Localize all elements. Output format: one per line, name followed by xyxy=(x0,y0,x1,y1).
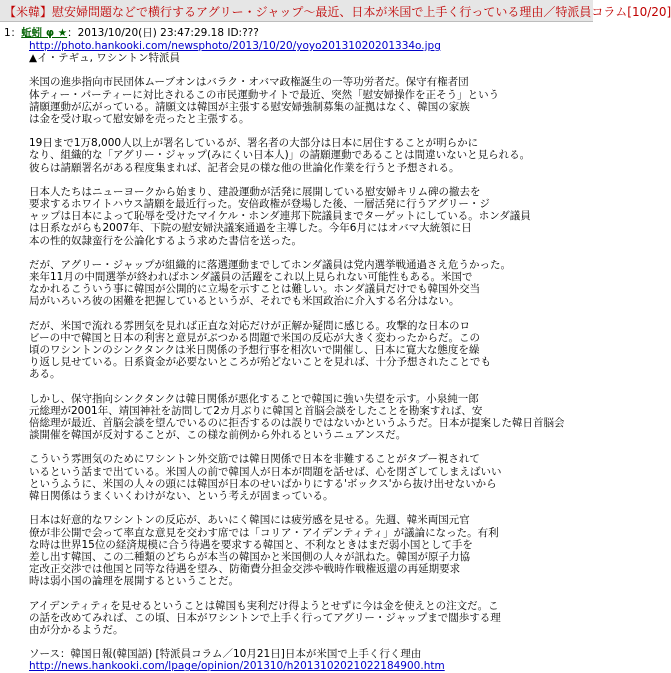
post-body xyxy=(29,40,585,673)
text-line: 韓日関係はうまくいくわけがない、という考えが固まっている。 xyxy=(29,490,334,503)
poster-name[interactable]: 蚯蚓 φ ★ xyxy=(21,27,68,39)
article-paragraph xyxy=(29,514,585,587)
text-line: いるという話まで出ている。米国人の前で韓国人が日本が問題を話せば、心を閉ざしてしまえばいい xyxy=(29,465,502,478)
thread-title[interactable]: 【米韓】慰安婦問題などで横行するアグリー・ジャップ〜最近、日本が米国で上手く行っている理由／特派員コラム[10/20] xyxy=(0,0,593,22)
article-paragraph xyxy=(29,259,585,308)
text-line: の話を改めてみれば、この頃、日本がワシントンで上手く行ってアグリー・ジャップまで闊歩する理 xyxy=(29,611,501,624)
text-line: 本の性的奴隷蛮行を公論化するよう求めた書信を送った。 xyxy=(29,234,302,247)
article-paragraph xyxy=(29,137,585,174)
article-paragraph xyxy=(29,320,585,381)
text-line: しかし、保守指向シンクタンクは韓日関係が悪化することで韓国に強い失望を示す。小泉純一郎 xyxy=(29,392,479,405)
text-line: 時は弱小国の論理を展開するということだ。 xyxy=(29,575,239,588)
article-paragraph xyxy=(29,186,585,247)
text-line: だが、米国で流れる雰囲気を見れば正直な対応だけが正解か疑問に感じる。攻撃的な日本のロ xyxy=(29,319,470,332)
text-line: ャップは日本によって恥辱を受けたマイケル・ホンダ連邦下院議員までターゲットにしている。ホンダ議員 xyxy=(29,210,531,223)
source-link[interactable]: http://news.hankooki.com/lpage/opinion/201310/h2013102021022184900.htm xyxy=(29,660,445,673)
text-line: 彼らは請願署名がある程度集まれば、記者会見の様な他の世論化作業を行うと予想される。 xyxy=(29,161,460,174)
article-paragraph xyxy=(29,76,585,125)
text-line: 来年11月の中間選挙が終わればホンダ議員の活躍をこれ以上見られない可能性もある。米国で xyxy=(29,271,473,284)
text-line: だが、アグリー・ジャップが組織的に落選運動までしてホンダ議員は党内選挙戦通過さえ危うかった。 xyxy=(29,258,512,271)
text-line: なり、組織的な「アグリー・ジャップ(みにくい日本人)」の請願運動であることは間違いないと見られる。 xyxy=(29,149,531,162)
text-line: 米国の進歩指向市民団体ムーブオンはバラク・オバマ政権誕生の一等功労者だ。保守有権者団 xyxy=(29,76,469,89)
text-line: ある。 xyxy=(29,368,61,381)
text-line: 僚が非公開で会って率直な意見を交わす席では「コリア・アイデンティティ」が議論になった。有利 xyxy=(29,526,499,539)
article-text xyxy=(29,76,585,636)
text-line: 日本人たちはニューヨークから始まり、建設運動が活発に展開している慰安婦キリム碑の撤去を xyxy=(29,185,481,198)
text-line: ビーの中で韓国と日本の利害と意見がぶつかる問題で米国の反応が大きく変わったからだ。この xyxy=(29,331,480,344)
text-line: 頃のワシントンのシンクタンクは米日関係の予想行事を相次いで開催し、日本に寛大な態度を繰 xyxy=(29,344,480,357)
text-line: 日本は好意的なワシントンの反応が、あいにく韓国には疲労感を見せる。先週、韓米両国元官 xyxy=(29,514,470,527)
article-paragraph xyxy=(29,393,585,442)
text-line: 19日まで1万8,000人以上が署名しているが、署名者の大部分は日本に居住することが明らかに xyxy=(29,137,479,150)
text-line: 局がいろいろ彼の困難を把握しているというが、それでも米国政治に介入する名分はない。 xyxy=(29,295,460,308)
text-line: 体ティー・パーティーに対比されるこの市民運動サイトで最近、突然「慰安婦操作を正そう」という xyxy=(29,88,500,101)
text-line: こういう雰囲気のためにワシントン外交筋では韓日関係で日本を非難することがタブー視されて xyxy=(29,453,480,466)
article-paragraph xyxy=(29,600,585,637)
text-line: 要求するホワイトハウス請願を最近行った。安倍政権が登場した後、一層活発に行うアグリー・ジ xyxy=(29,198,490,211)
text-line: 談開催を韓国が反対することが、この様な前例から外れるというニュアンスだ。 xyxy=(29,429,407,442)
source-block xyxy=(29,648,585,672)
post-header xyxy=(4,27,589,39)
text-line: なかれるこういう事に韓国が公開的に立場を示すことは難しい。ホンダ議員だけでも韓国外交当 xyxy=(29,283,481,296)
text-line: というふうに、米国の人々の頭には韓国が日本のせいばかりにする'ボックス'から抜け出せないから xyxy=(29,477,497,490)
source-label: ソース：韓国日報(韓国語) [特派員コラム／10月21日]日本が米国で上手く行く理由 xyxy=(29,648,422,661)
text-line: 倍総理が最近、首脳会談を望んでいるのに拒否するのは誤りではないかというふうだ。日本が提案した韓日首脳会 xyxy=(29,417,565,430)
text-line: り返し見せている。日系資金が必要ないところが殆どないことを見れば、十分予想されたことでも xyxy=(29,356,491,369)
photo-link[interactable]: http://photo.hankooki.com/newsphoto/2013/10/20/yoyo20131020201334o.jpg xyxy=(29,40,441,52)
post-number: 1： xyxy=(4,27,22,39)
text-line: 定改正交渉では他国と同等な待遇を望み、防衛費分担金交渉や戦時作戦権返還の再延期要求 xyxy=(29,563,461,576)
photo-caption: ▲イ・テギュ, ワシントン特派員 xyxy=(29,52,180,65)
article-paragraph xyxy=(29,453,585,502)
text-line: 差し出す韓国、この二種類のどちらが本当の韓国かと米国側の人々が訊ねた。韓国が原子力協 xyxy=(29,550,470,563)
text-line: は日系ながらも2007年、下院の慰安婦決議案通過を主導した。今年6月にはオバマ大統領に日 xyxy=(29,222,472,235)
text-line: な時は世界15位の経済規模に合う待遇を要求する韓国と、不利なときはまだ弱小国として手を xyxy=(29,538,473,551)
text-line: 元総理が2001年、靖国神社を訪問して2カ月ぶりに韓国と首脳会談をしたことを勘案すれば、安 xyxy=(29,404,483,417)
text-line: アイデンティティを見せるということは韓国も実利だけ得ようとせずに今は金を使えとの注文だ。こ xyxy=(29,599,499,612)
text-line: 由が分かるようだ。 xyxy=(29,623,124,636)
post-meta: ：2013/10/20(日) 23:47:29.18 ID:??? xyxy=(67,27,259,39)
text-line: 請願運動が広がっている。請願文は韓国が主張する慰安婦強制募集の証拠はなく、韓国の家族 xyxy=(29,100,470,113)
text-line: は金を受け取って慰安婦を売ったと主張する。 xyxy=(29,113,250,126)
